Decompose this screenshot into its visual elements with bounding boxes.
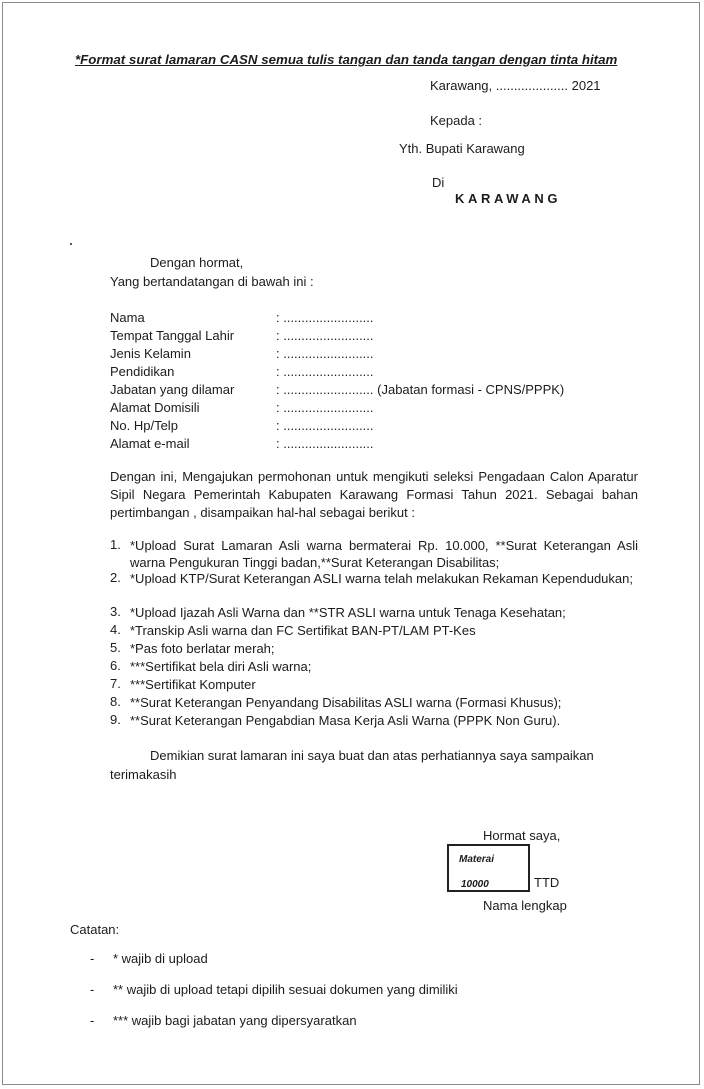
- list-item: *Upload Surat Lamaran Asli warna bermaterai Rp. 10.000, **Surat Keterangan Asli warna Pengukuran Tinggi badan,**Surat Keterangan Disabilitas;: [130, 538, 638, 570]
- field-label: Tempat Tanggal Lahir: [110, 328, 235, 343]
- list-item: *Pas foto berlatar merah;: [130, 641, 275, 656]
- list-item-number: 9.: [110, 712, 121, 727]
- field-value: : .........................: [276, 364, 374, 379]
- list-item: ***Sertifikat bela diri Asli warna;: [130, 659, 312, 674]
- field-label: No. Hp/Telp: [110, 418, 178, 433]
- recipient-yth: Yth. Bupati Karawang: [399, 141, 525, 156]
- list-item: ***Sertifikat Komputer: [130, 677, 256, 692]
- signature-name: Nama lengkap: [483, 898, 567, 913]
- notes-heading: Catatan:: [70, 922, 120, 937]
- field-value: : .........................: [276, 328, 374, 343]
- list-item: *Upload KTP/Surat Keterangan ASLI warna telah melakukan Rekaman Kependudukan;: [130, 571, 633, 586]
- list-item-number: 4.: [110, 622, 121, 637]
- field-label: Jabatan yang dilamar: [110, 382, 235, 397]
- signature-regards: Hormat saya,: [483, 828, 561, 843]
- note-item: ** wajib di upload tetapi dipilih sesuai dokumen yang dimiliki: [113, 982, 458, 997]
- list-item: **Surat Keterangan Penyandang Disabilitas ASLI warna (Formasi Khusus);: [130, 695, 562, 710]
- list-item-number: 8.: [110, 694, 121, 709]
- field-value: : .........................: [276, 436, 374, 451]
- note-dash: -: [90, 951, 95, 966]
- body-paragraph: Dengan ini, Mengajukan permohonan untuk mengikuti seleksi Pengadaan Calon Aparatur Sipil Negara Pemerintah Kabupaten Karawang Formasi Tahun 2021. Sebagai bahan pertimbangan , disampaikan hal-hal sebagai berikut :: [110, 469, 638, 520]
- recipient-kepada: Kepada :: [430, 113, 483, 128]
- recipient-di: Di: [432, 175, 445, 190]
- materai-stamp-box: [447, 844, 530, 892]
- field-label: Jenis Kelamin: [110, 346, 191, 361]
- recipient-city: KARAWANG: [455, 191, 562, 206]
- field-label: Nama: [110, 310, 145, 325]
- field-value: : .........................: [276, 310, 374, 325]
- list-item-number: 6.: [110, 658, 121, 673]
- stamp-value: 10000: [461, 879, 489, 890]
- list-item-number: 7.: [110, 676, 121, 691]
- stamp-label: Materai: [459, 854, 495, 865]
- salutation: Dengan hormat,: [150, 255, 244, 270]
- signature-ttd: TTD: [534, 875, 560, 890]
- note-dash: -: [90, 982, 95, 997]
- note-dash: -: [90, 1013, 95, 1028]
- note-item: * wajib di upload: [113, 951, 208, 966]
- document-title: *Format surat lamaran CASN semua tulis tangan dan tanda tangan dengan tinta hitam: [75, 52, 618, 67]
- intro-line: Yang bertandatangan di bawah ini :: [110, 274, 314, 289]
- list-item-number: 2.: [110, 570, 121, 585]
- list-item: **Surat Keterangan Pengabdian Masa Kerja Asli Warna (PPPK Non Guru).: [130, 713, 561, 728]
- place-date: Karawang, .................... 2021: [430, 78, 601, 93]
- stray-dot: [70, 243, 72, 245]
- field-value: : .........................: [276, 418, 374, 433]
- list-item: *Transkip Asli warna dan FC Sertifikat BAN-PT/LAM PT-Kes: [130, 623, 476, 638]
- field-label: Alamat Domisili: [110, 400, 200, 415]
- list-item: *Upload Ijazah Asli Warna dan **STR ASLI warna untuk Tenaga Kesehatan;: [130, 605, 566, 620]
- closing-line: Demikian surat lamaran ini saya buat dan atas perhatiannya saya sampaikan: [150, 748, 594, 763]
- field-value: : .........................: [276, 346, 374, 361]
- closing-thanks: terimakasih: [110, 767, 177, 782]
- list-item-number: 5.: [110, 640, 121, 655]
- note-item: *** wajib bagi jabatan yang dipersyaratkan: [113, 1013, 357, 1028]
- field-value: : .........................: [276, 400, 374, 415]
- field-label: Pendidikan: [110, 364, 175, 379]
- field-value: : ......................... (Jabatan formasi - CPNS/PPPK): [276, 382, 565, 397]
- field-label: Alamat e-mail: [110, 436, 190, 451]
- list-item-number: 3.: [110, 604, 121, 619]
- list-item-number: 1.: [110, 537, 121, 552]
